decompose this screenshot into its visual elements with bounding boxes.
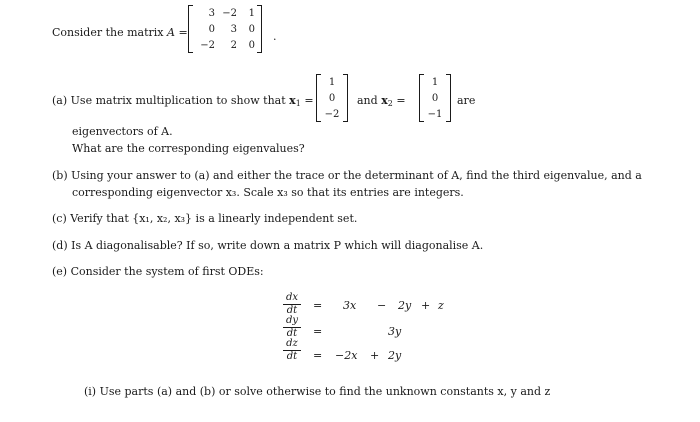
intro-text <box>52 26 188 39</box>
vector-x2 <box>419 74 451 122</box>
vector-cell: −1 <box>427 108 443 120</box>
part-e-text: Consider the system of first ODEs: <box>70 265 264 278</box>
matrix-cell: −2 <box>200 39 215 51</box>
part-b-line1 <box>52 169 642 182</box>
ode-derivative-dz <box>283 339 301 362</box>
ode-term: 2y <box>388 349 402 362</box>
part-a-are: are <box>457 94 476 107</box>
x1-equals: = <box>304 94 314 107</box>
intro-label: Consider the matrix <box>52 26 164 39</box>
x1-subscript: 1 <box>295 99 301 108</box>
part-c-label: (c) <box>52 212 67 225</box>
part-a-line2: eigenvectors of A. <box>72 125 173 138</box>
matrix-cell: 2 <box>230 39 237 51</box>
vector-cell: 1 <box>431 76 439 88</box>
derivative-numerator: dz <box>286 338 298 349</box>
part-c-text: Verify that {x₁, x₂, x₃} is a linearly independent set. <box>70 212 358 225</box>
part-b-label: (b) <box>52 169 68 182</box>
x2-subscript: 2 <box>387 99 393 108</box>
part-d-text: Is A diagonalisable? If so, write down a matrix P which will diagonalise A. <box>71 239 484 252</box>
matrix-cell: −2 <box>222 7 237 19</box>
part-a-and <box>357 94 406 108</box>
ode-term: −2x <box>335 349 358 362</box>
matrix-cell: 1 <box>248 7 255 19</box>
ode-operator: + <box>370 349 380 362</box>
ode-equals: = <box>313 299 323 312</box>
ode-term: z <box>438 299 444 312</box>
ode-derivative-dx <box>283 293 301 316</box>
matrix-cell: 0 <box>248 23 255 35</box>
vector-x1 <box>316 74 348 122</box>
intro-end: . <box>273 30 277 43</box>
x2-equals: = <box>396 94 406 107</box>
part-a-label: (a) <box>52 94 68 107</box>
ode-equals: = <box>313 325 323 338</box>
part-e-label: (e) <box>52 265 68 278</box>
part-d-label: (d) <box>52 239 68 252</box>
part-b-text: Using your answer to (a) and either the trace or the determinant of A, find the third eigenvalue, and a <box>71 169 642 182</box>
x1-symbol: x <box>289 94 296 107</box>
part-a-text: Use matrix multiplication to show that <box>70 94 286 107</box>
ode-equals: = <box>313 349 323 362</box>
intro-var: A = <box>167 26 188 39</box>
vector-cell: 0 <box>328 92 336 104</box>
matrix-cell: 0 <box>208 23 215 35</box>
ode-operator: + <box>421 299 431 312</box>
part-b-line2: corresponding eigenvector x₃. Scale x₃ so that its entries are integers. <box>72 186 464 199</box>
ode-term: 2y <box>398 299 412 312</box>
derivative-denominator: dt <box>286 351 298 362</box>
and-text: and <box>357 94 378 107</box>
vector-cell: 1 <box>328 76 336 88</box>
ode-term: 3x <box>343 299 357 312</box>
vector-cell: 0 <box>431 92 439 104</box>
derivative-numerator: dx <box>285 292 299 303</box>
part-a-line1 <box>52 94 314 108</box>
matrix-cell: 0 <box>248 39 255 51</box>
part-d <box>52 239 483 252</box>
part-e <box>52 265 264 278</box>
derivative-denominator: dt <box>286 305 298 316</box>
ode-operator: − <box>377 299 387 312</box>
matrix-cell: 3 <box>230 23 237 35</box>
derivative-numerator: dy <box>285 315 299 326</box>
x2-symbol: x <box>381 94 388 107</box>
ode-derivative-dy <box>283 316 301 339</box>
part-e-i: (i) Use parts (a) and (b) or solve otherwise to find the unknown constants x, y and z <box>84 385 551 398</box>
part-a-line3: What are the corresponding eigenvalues? <box>72 142 305 155</box>
matrix-cell: 3 <box>208 7 215 19</box>
derivative-denominator: dt <box>286 328 298 339</box>
matrix-A <box>188 5 262 53</box>
ode-term: 3y <box>388 325 402 338</box>
vector-cell: −2 <box>324 108 340 120</box>
part-c <box>52 212 357 225</box>
